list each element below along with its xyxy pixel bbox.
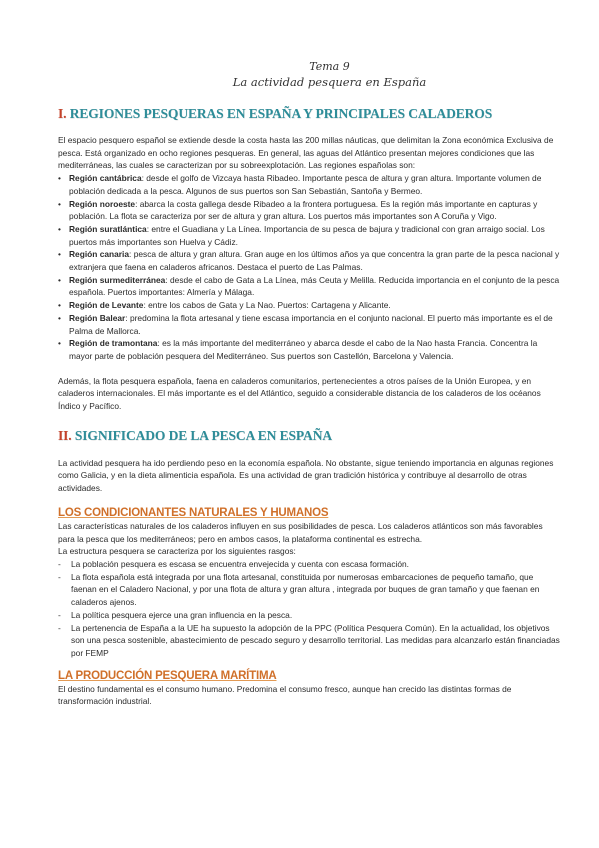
region-item: • Región suratlántica: entre el Guadiana y La Línea. Importancia de su pesca de bajura y tradicional con gran arraigo social. Los puertos más importantes son Huelva y Cádiz. [58, 223, 561, 248]
section1-closing: Además, la flota pesquera española, faena en caladeros comunitarios, pertenecientes a otros países de la Unión Europea, y en caladeros internacionales. El más importante es el del Atlántico, seguido a considerable distancia de los caladeros de los océanos Índico y Pacífico. [58, 375, 541, 412]
section2-number: II. [58, 427, 72, 443]
region-item: • Región canaria: pesca de altura y gran altura. Gran auge en los últimos años ya que concentra la gran parte de la pesca nacional y extranjera que faena en caladeros africanos. Destaca el puerto de Las Palmas. [58, 248, 561, 273]
region-item: • Región surmediterránea: desde el cabo de Gata a La Línea, más Ceuta y Melilla. Reducida importancia en el conjunto de la pesca española. Puertos importantes: Almería y Málaga. [58, 274, 561, 299]
topic-title: La actividad pesquera en España [232, 75, 427, 89]
condicionantes-intro: Las características naturales de los caladeros influyen en sus posibilidades de pesca. Los caladeros atlánticos son más favorables para la pesca que los mediterráneos; pero en ambos casos, la plataforma continental es estrecha. [58, 520, 543, 544]
region-item: • Región cantábrica: desde el golfo de Vizcaya hasta Ribadeo. Importante pesca de altura y gran altura. Importante volumen de población dedicada a la pesca. Algunos de sus puertos son San Sebastián, Santoña y Bermeo. [58, 172, 561, 197]
condicionantes-lead: La estructura pesquera se caracteriza por los siguientes rasgos: [58, 546, 296, 557]
regions-list [58, 172, 561, 363]
section2-intro: La actividad pesquera ha ido perdiendo peso en la economía española. No obstante, sigue teniendo importancia en algunas regiones como Galicia, y en la dieta alimenticia española. Es una actividad de gran tradición histórica y contribuye al desarrollo de otras actividades. [58, 457, 554, 494]
list-item: - La flota española está integrada por una flota artesanal, constituida por numerosas embarcaciones de pequeño tamaño, que faenan en el Caladero Nacional, y por una flota de altura y gran altura , integrada por buques de gran tamaño y que faenan en caladeros ajenos. [58, 571, 561, 609]
section1-title: REGIONES PESQUERAS EN ESPAÑA Y PRINCIPALES CALADEROS [69, 106, 493, 121]
region-item: • Región noroeste: abarca la costa gallega desde Ribadeo a la frontera portuguesa. Es la región más importante en capturas y población. La flota se caracteriza por ser de altura y gran altura. Los puertos más importantes son A Coruña y Vigo. [58, 198, 561, 223]
list-item: - La política pesquera ejerce una gran influencia en la pesca. [58, 609, 561, 622]
list-item: - La pertenencia de España a la UE ha supuesto la adopción de la PPC (Política Pesquera Común). En la actualidad, los objetivos son una pesca sostenible, abastecimiento de pescado seguro y desarrollo territorial. Las medidas para alcanzarlo están financiadas por FEMP [58, 622, 561, 660]
section1-heading [58, 105, 561, 123]
produccion-text: El destino fundamental es el consumo humano. Predomina el consumo fresco, aunque han crecido las distintas formas de transformación industrial. [58, 683, 512, 707]
document-title [58, 60, 561, 90]
section1-number: I. [58, 106, 67, 121]
produccion-heading: LA PRODUCCIÓN PESQUERA MARÍTIMA [58, 669, 277, 682]
topic-number: Tema 9 [309, 60, 350, 73]
condicionantes-list [58, 558, 561, 660]
section2-heading [58, 427, 561, 445]
section2-title: SIGNIFICADO DE LA PESCA EN ESPAÑA [74, 427, 332, 443]
section1-intro: El espacio pesquero español se extiende desde la costa hasta las 200 millas náuticas, que delimitan la Zona económica Exclusiva de pesca. Está organizado en ocho regiones pesqueras. En general, las aguas del Atlántico presentan mejores condiciones que las mediterráneas, las cuales se caracterizan por su sobreexplotación. Las regiones españolas son: [58, 135, 554, 171]
list-item: - La población pesquera es escasa se encuentra envejecida y cuenta con escasa formación. [58, 558, 561, 571]
region-item: • Región de tramontana: es la más importante del mediterráneo y abarca desde el cabo de la Nao hasta Francia. Concentra la mayor parte de población pesquera del Mediterráneo. Sus puertos son Castellón, Barcelona y Valencia. [58, 337, 561, 362]
region-item: • Región Balear: predomina la flota artesanal y tiene escasa importancia en el conjunto nacional. El puerto más importante es el de Palma de Mallorca. [58, 312, 561, 337]
condicionantes-heading: LOS CONDICIONANTES NATURALES Y HUMANOS [58, 506, 329, 519]
region-item: • Región de Levante: entre los cabos de Gata y La Nao. Puertos: Cartagena y Alicante. [58, 299, 561, 312]
